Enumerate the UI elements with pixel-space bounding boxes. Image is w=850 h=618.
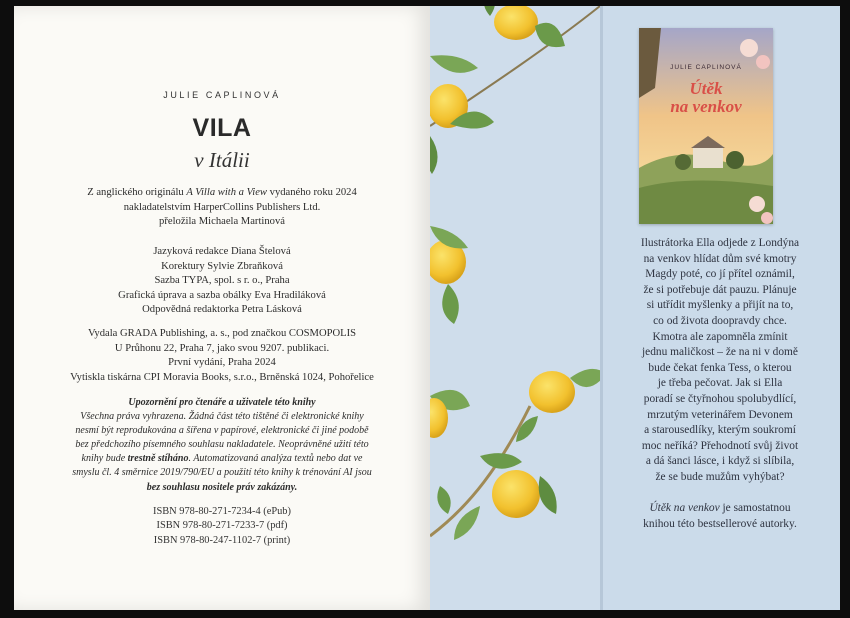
notice-line: bez předchozího písemného souhlasu nakladatele. Neoprávněné užití této	[75, 439, 369, 451]
notice-line: bez souhlasu nositele práv zakázány.	[146, 481, 298, 493]
isbn-pdf: ISBN 978-80-271-7233-7 (pdf)	[156, 520, 288, 532]
lemon-branch-art	[430, 6, 600, 610]
original-title: A Villa with a View	[186, 187, 268, 198]
blurb-line: Ilustrátorka Ella odjede z Londýna	[640, 237, 800, 249]
credit-line: Jazyková redakce Diana Štelová	[153, 246, 291, 257]
blurb-line: na venkov hlídat dům své kmotry	[643, 252, 797, 265]
credit-line: Odpovědná redaktorka Petra Lásková	[142, 304, 302, 316]
blurb-line: je třeba pečovat. Jak si Ella	[657, 377, 783, 390]
series-note-line: knihou této bestsellerové autorky.	[643, 517, 797, 530]
cover-author: JULIE CAPLINOVÁ	[670, 64, 742, 71]
credit-line: Sazba TYPA, spol. s r. o., Praha	[154, 275, 290, 287]
publication-line: Vydala GRADA Publishing, a. s., pod značkou COSMOPOLIS	[87, 328, 357, 339]
blurb-line: a starousedlíky, kterým soukromí	[644, 424, 796, 437]
isbn-list	[14, 505, 430, 548]
blurb-line: moc neříká? Přehodnotí svůj život	[641, 439, 799, 452]
publication-line: Vytiskla tiskárna CPI Moravia Books, s.r.o., Brněnská 1024, Pohořelice	[70, 371, 374, 383]
publication-line: První vydání, Praha 2024	[168, 357, 276, 369]
credit-line: Grafická úprava a sazba obálky Eva Hradiláková	[118, 289, 326, 301]
notice-line: knihy bude trestně stíháno. Automatizovaná analýza textů nebo dat ve	[81, 453, 363, 465]
blurb-line: Kmotra ale zapomněla zmínit	[652, 330, 788, 343]
series-note	[622, 501, 818, 532]
book-blurb	[622, 236, 818, 486]
original-info-line: nakladatelstvím HarperCollins Publishers Ltd.	[123, 201, 321, 213]
notice-line: Všechna práva vyhrazena. Žádná část této tištěné či elektronické knihy	[80, 411, 364, 423]
lemon-illustration	[430, 6, 600, 610]
book-title: VILA	[192, 114, 252, 142]
notice-line: smyslu čl. 4 směrnice 2019/790/EU a použití této knihy k trénování AI jsou	[72, 467, 372, 479]
publication-line: U Průhonu 22, Praha 7, jako svou 9207. publikaci.	[114, 342, 330, 354]
notice-line: nesmí být reprodukována a šířena v papírové, elektronické či jiné podobě	[75, 425, 369, 437]
author-name: JULIE CAPLINOVÁ	[163, 90, 281, 100]
translator-line: přeložila Michaela Martinová	[159, 216, 285, 228]
rights-notice	[14, 396, 430, 495]
fold-line	[600, 6, 603, 610]
book-flap	[600, 6, 840, 610]
original-info	[14, 186, 430, 230]
cover-title: Útěk na venkov	[670, 79, 742, 116]
blurb-line: že si potřebuje dát pauzu. Plánuje	[643, 283, 797, 296]
isbn-epub: ISBN 978-80-271-7234-4 (ePub)	[153, 506, 291, 517]
blurb-line: Magdy poté, co jí přítel oznámil,	[645, 268, 795, 281]
blurb-line: mrzutým veterinářem Devonem	[647, 408, 793, 421]
original-info-line: Z anglického originálu A Villa with a View vydaného roku 2024	[87, 187, 357, 198]
credits	[14, 245, 430, 318]
cover-art	[639, 28, 773, 224]
blurb-line: poradí se čtyřnohou spolubydlící,	[643, 392, 797, 405]
blurb-line: co od života doopravdy chce.	[653, 314, 787, 327]
publication-info	[14, 327, 430, 385]
notice-heading: Upozornění pro čtenáře a uživatele této knihy	[128, 397, 316, 408]
blurb-line: a dá šanci lásce, i když si slíbila,	[645, 455, 795, 468]
blurb-line: jednu maličkost – že na ni v domě	[642, 346, 798, 359]
book-subtitle: v Itálii	[194, 148, 250, 172]
blurb-line: bude čekat fenka Tess, o kterou	[648, 361, 792, 374]
series-note-line: Útěk na venkov je samostatnou	[649, 502, 791, 514]
credit-line: Korektury Sylvie Zbraňková	[161, 260, 283, 272]
blurb-line: si utřídit myšlenky a přijít na to,	[646, 299, 794, 312]
isbn-print: ISBN 978-80-247-1102-7 (print)	[153, 534, 291, 546]
book-cover-thumbnail	[639, 28, 773, 224]
copyright-page	[14, 6, 430, 610]
blurb-line: že se bude mužům vyhýbat?	[655, 470, 785, 483]
